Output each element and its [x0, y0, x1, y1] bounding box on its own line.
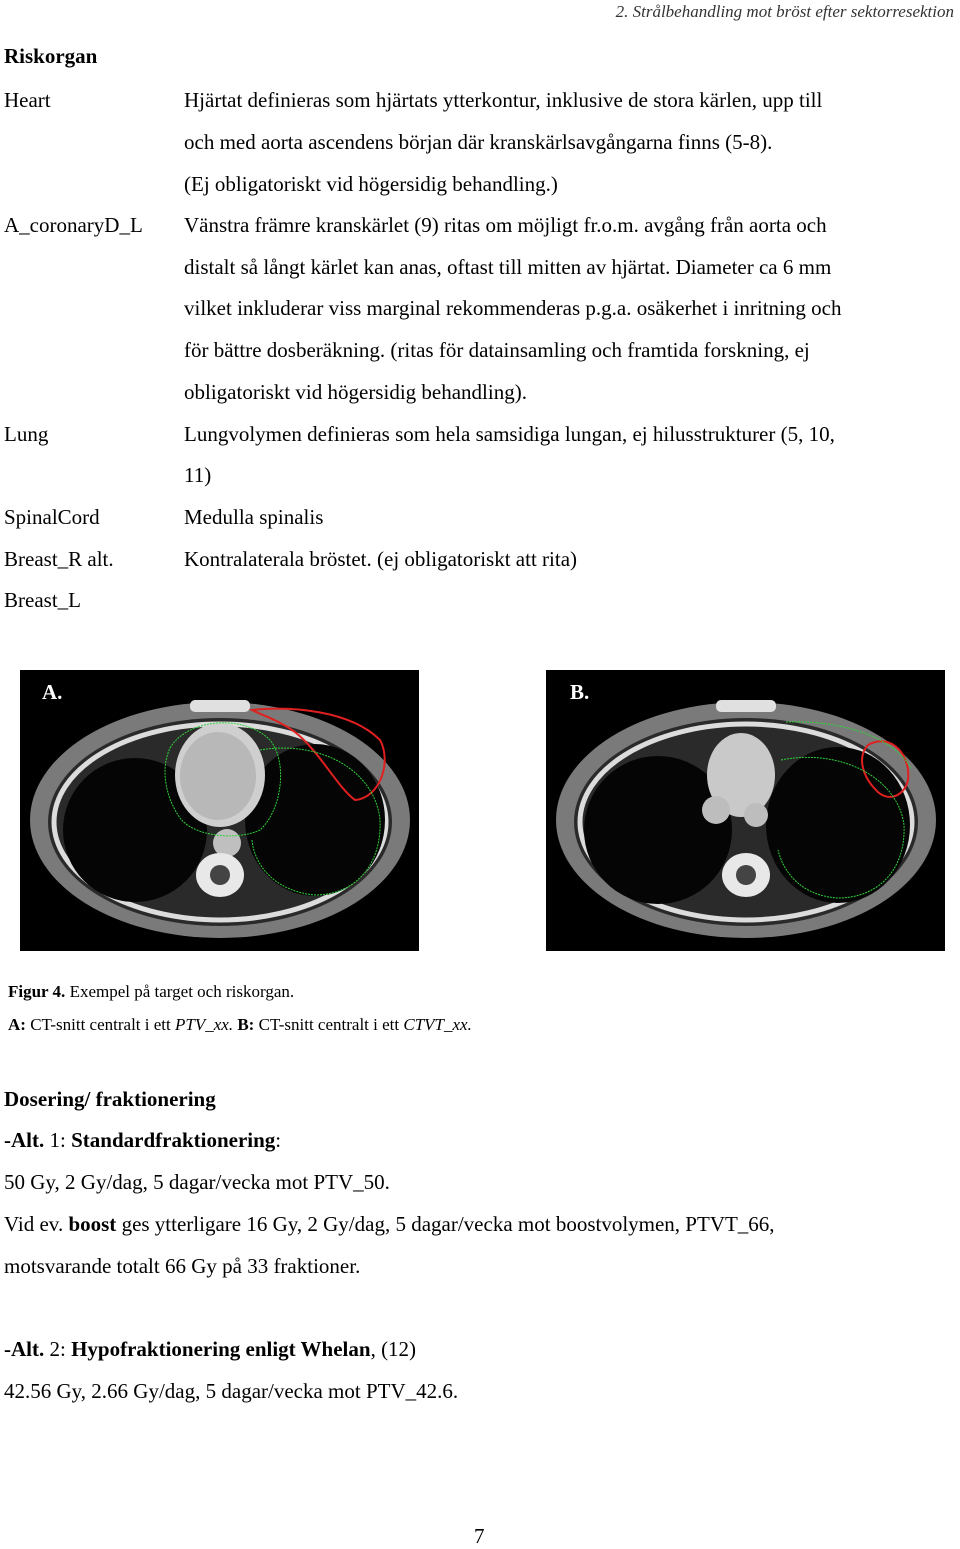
- boost-line: [4, 1214, 775, 1235]
- alt2-prefix: -Alt.: [4, 1337, 45, 1361]
- alt2-num: 2: [49, 1337, 60, 1361]
- organ-term-breast-l: Breast_L: [4, 588, 81, 612]
- boost-word: boost: [68, 1212, 117, 1236]
- caption-b-label: B:: [237, 1015, 255, 1034]
- figure-caption-text: Exempel på target och riskorgan.: [69, 982, 295, 1001]
- caption-b-italic: CTVT_xx.: [403, 1015, 472, 1034]
- organ-term-spinalcord: SpinalCord: [4, 505, 100, 529]
- organ-def-line: Medulla spinalis: [184, 505, 324, 529]
- alt2-sep: :: [60, 1337, 66, 1361]
- caption-a-text: CT-snitt centralt i ett: [30, 1015, 171, 1034]
- organ-term-heart: Heart: [4, 88, 51, 112]
- boost-pre: Vid ev.: [4, 1212, 64, 1236]
- chapter-header: 2. Strålbehandling mot bröst efter sektorresektion: [615, 2, 954, 21]
- organ-def-line: Kontralaterala bröstet. (ej obligatoriskt att rita): [184, 547, 578, 571]
- figure-caption-line-2: [8, 1015, 472, 1035]
- dosing-title: Dosering/ fraktionering: [4, 1087, 216, 1111]
- boost-post: ges ytterligare 16 Gy, 2 Gy/dag, 5 dagar/vecka mot boostvolymen, PTVT_66,: [121, 1212, 775, 1236]
- caption-a-label: A:: [8, 1015, 26, 1034]
- alt1-dose-line: 50 Gy, 2 Gy/dag, 5 dagar/vecka mot PTV_50.: [4, 1170, 390, 1194]
- panel-label-a: A.: [42, 680, 63, 704]
- alt2-ref: , (12): [370, 1337, 417, 1361]
- organ-def-line: distalt så långt kärlet kan anas, oftast till mitten av hjärtat. Diameter ca 6 mm: [184, 255, 832, 279]
- caption-a-italic: PTV_xx.: [175, 1015, 234, 1034]
- caption-b-text: CT-snitt centralt i ett: [258, 1015, 400, 1034]
- alt1-prefix: -Alt.: [4, 1128, 45, 1152]
- organ-def-line: Vänstra främre kranskärlet (9) ritas om möjligt fr.o.m. avgång från aorta och: [184, 213, 827, 237]
- organ-def-line: 11): [184, 463, 212, 487]
- organ-term-lung: Lung: [4, 422, 49, 446]
- alt1-num: 1: [49, 1128, 60, 1152]
- figure-number: Figur 4.: [8, 982, 66, 1001]
- organ-def-line: obligatoriskt vid högersidig behandling).: [184, 380, 527, 404]
- ct-scan-b-graphic: [546, 670, 945, 951]
- alt2-dose-line: 42.56 Gy, 2.66 Gy/dag, 5 dagar/vecka mot PTV_42.6.: [4, 1379, 459, 1403]
- organ-def-line: vilket inkluderar viss marginal rekommenderas p.g.a. osäkerhet i inritning och: [184, 296, 842, 320]
- boost-line-2: motsvarande totalt 66 Gy på 33 fraktioner.: [4, 1254, 361, 1278]
- panel-label-b: B.: [570, 680, 590, 704]
- organ-def-line: Hjärtat definieras som hjärtats ytterkontur, inklusive de stora kärlen, upp till: [184, 88, 823, 112]
- alt2-heading: [4, 1339, 416, 1360]
- ct-scan-a-graphic: [20, 670, 419, 951]
- alt1-colon: :: [275, 1128, 282, 1152]
- alt1-heading: [4, 1130, 281, 1151]
- organ-term-coronary: A_coronaryD_L: [4, 213, 143, 237]
- organ-def-line: Lungvolymen definieras som hela samsidiga lungan, ej hilusstrukturer (5, 10,: [184, 422, 835, 446]
- alt1-sep: :: [60, 1128, 66, 1152]
- organ-def-line: (Ej obligatoriskt vid högersidig behandling.): [184, 172, 558, 196]
- alt1-name: Standardfraktionering: [71, 1128, 276, 1152]
- ct-image-panel-b: [546, 670, 945, 951]
- alt2-name: Hypofraktionering enligt Whelan: [71, 1337, 371, 1361]
- organ-def-line: och med aorta ascendens början där kranskärlsavgångarna finns (5-8).: [184, 130, 773, 154]
- section-title-riskorgan: Riskorgan: [4, 44, 98, 68]
- organ-def-line: för bättre dosberäkning. (ritas för datainsamling och framtida forskning, ej: [184, 338, 810, 362]
- page-number: 7: [474, 1524, 485, 1548]
- figure-caption-line-1: [8, 982, 294, 1002]
- ct-image-panel-a: [20, 670, 419, 951]
- organ-term-breast-r: Breast_R alt.: [4, 547, 114, 571]
